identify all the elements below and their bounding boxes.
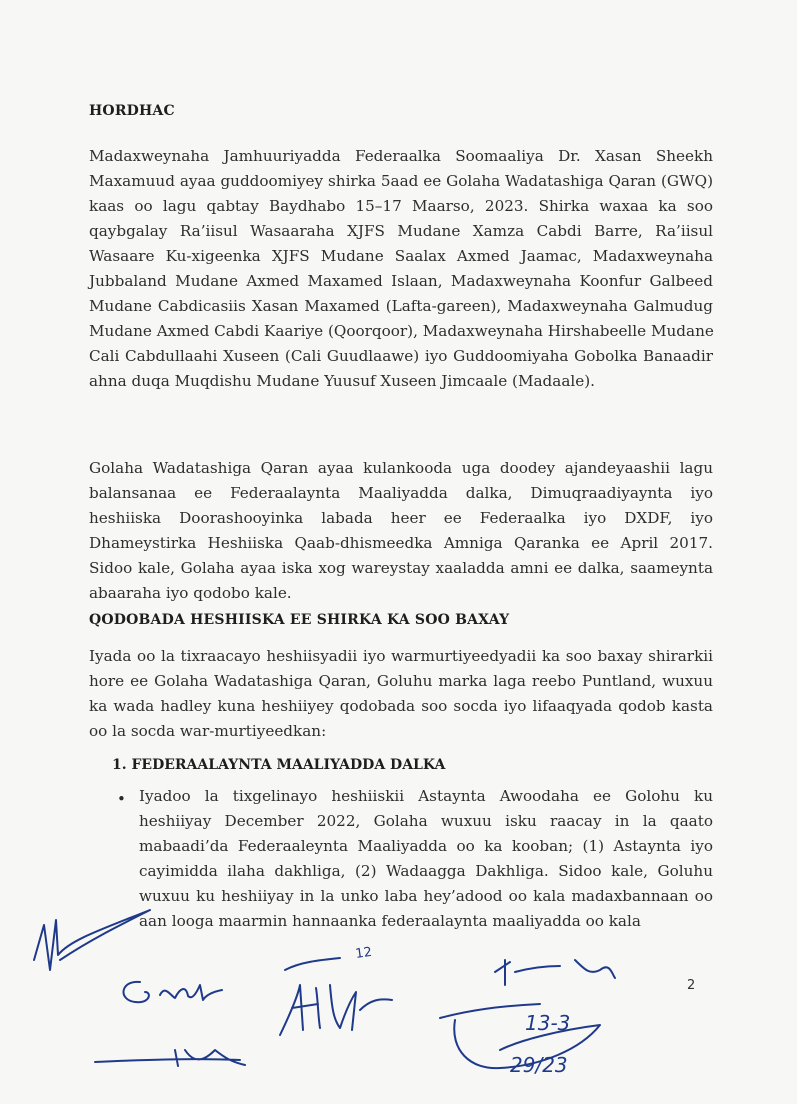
intro-paragraph-line: qaybgalay Ra’iisul Wasaaraha XJFS Mudane Xamza Cabdi Barre, Ra’iisul <box>89 222 713 240</box>
intro-paragraph-line: Cali Cabdullaahi Xuseen (Cali Guudlaawe) iyo Guddoomiyaha Gobolka Banaadir <box>89 347 713 365</box>
agenda-paragraph-line: abaaraha iyo qodobo kale. <box>89 584 292 602</box>
page-number: 2 <box>687 978 696 993</box>
intro-paragraph-line: Madaxweynaha Jamhuuriyadda Federaalka Soomaaliya Dr. Xasan Sheekh <box>89 147 713 165</box>
agreement-heading: QODOBADA HESHIISKA EE SHIRKA KA SOO BAXAY <box>89 612 510 628</box>
bullet-paragraph-line: aan looga maarmin hannaanka federaalaynta maaliyadda oo kala <box>139 912 641 930</box>
intro-paragraph-line: kaas oo lagu qabtay Baydhabo 15–17 Maarso, 2023. Shirka waxaa ka soo <box>89 197 713 215</box>
intro-paragraph-line: Jubbaland Mudane Axmed Maxamed Islaan, Madaxweynaha Koonfur Galbeed <box>89 272 713 290</box>
bullet-point: • <box>117 790 126 808</box>
bullet-paragraph-line: wuxuu ku heshiiyay in la unko laba hey’adood oo kala madaxbannaan oo <box>139 887 713 905</box>
signature-bottom-left <box>95 1050 245 1066</box>
signature-number-12: 12 <box>354 944 373 962</box>
signature-upper-stroke <box>285 958 340 970</box>
signatures <box>0 900 797 1104</box>
agreement-paragraph-line: ka wada hadley kuna heshiiyey qodobada soo socda iyo lifaaqyada qodob kasta <box>89 697 713 715</box>
agenda-paragraph-line: Dhameystirka Heshiiska Qaab-dhismeedka Amniga Qaranka ee April 2017. <box>89 534 713 552</box>
bullet-paragraph-line: heshiiyay December 2022, Golaha wuxuu isku raacay in la qaato <box>139 812 713 830</box>
signature-gedel <box>124 982 222 1002</box>
signature-left-mark <box>34 910 150 970</box>
signature-date-29-23: 29/23 <box>510 1053 568 1077</box>
agenda-paragraph <box>89 456 713 606</box>
intro-paragraph-line: Mudane Axmed Cabdi Kaariye (Qoorqoor), Madaxweynaha Hirshabeelle Mudane <box>89 322 714 340</box>
agreement-paragraph-line: oo la socda war-murtiyeedkan: <box>89 722 327 740</box>
section-1-heading: 1. FEDERAALAYNTA MAALIYADDA DALKA <box>112 757 446 773</box>
signature-date-13-3: 13-3 <box>525 1011 571 1035</box>
agenda-paragraph-line: Sidoo kale, Golaha ayaa iska xog wareystay xaaladda amni ee dalka, saameynta <box>89 559 713 577</box>
agreement-paragraph-line: Iyada oo la tixraacayo heshiisyadii iyo warmurtiyeedyadii ka soo baxay shirarkii <box>89 647 713 665</box>
intro-paragraph-line: Wasaare Ku-xigeenka XJFS Mudane Saalax Axmed Jaamac, Madaxweynaha <box>89 247 713 265</box>
signature-right-upper <box>495 960 615 985</box>
bullet-paragraph-line: cayimidda ilaha dakhliga, (2) Wadaagga Dakhliga. Sidoo kale, Goluhu <box>139 862 713 880</box>
agenda-paragraph-line: heshiiska Doorashooyinka labada heer ee Federaalka iyo DXDF, iyo <box>89 509 713 527</box>
intro-paragraph <box>89 144 713 394</box>
intro-paragraph-line: Maxamuud ayaa guddoomiyey shirka 5aad ee Golaha Wadatashiga Qaran (GWQ) <box>89 172 713 190</box>
bullet-paragraph-line: mabaadi’da Federaaleynta Maaliyadda oo ka kooban; (1) Astaynta iyo <box>139 837 713 855</box>
bullet-paragraph-line: Iyadoo la tixgelinayo heshiiskii Astaynta Awoodaha ee Golohu ku <box>139 787 713 805</box>
intro-heading: HORDHAC <box>89 103 175 119</box>
agreement-paragraph-line: hore ee Golaha Wadatashiga Qaran, Goluhu marka laga reebo Puntland, wuxuu <box>89 672 713 690</box>
agreement-paragraph <box>89 644 713 744</box>
agenda-paragraph-line: Golaha Wadatashiga Qaran ayaa kulankooda uga doodey ajandeyaashii lagu <box>89 459 713 477</box>
agenda-paragraph-line: balansanaa ee Federaalaynta Maaliyadda dalka, Dimuqraadiyaynta iyo <box>89 484 713 502</box>
signature-middle <box>280 985 392 1035</box>
intro-paragraph-line: Mudane Cabdicasiis Xasan Maxamed (Lafta-gareen), Madaxweynaha Galmudug <box>89 297 713 315</box>
intro-paragraph-line: ahna duqa Muqdishu Mudane Yuusuf Xuseen Jimcaale (Madaale). <box>89 372 595 390</box>
